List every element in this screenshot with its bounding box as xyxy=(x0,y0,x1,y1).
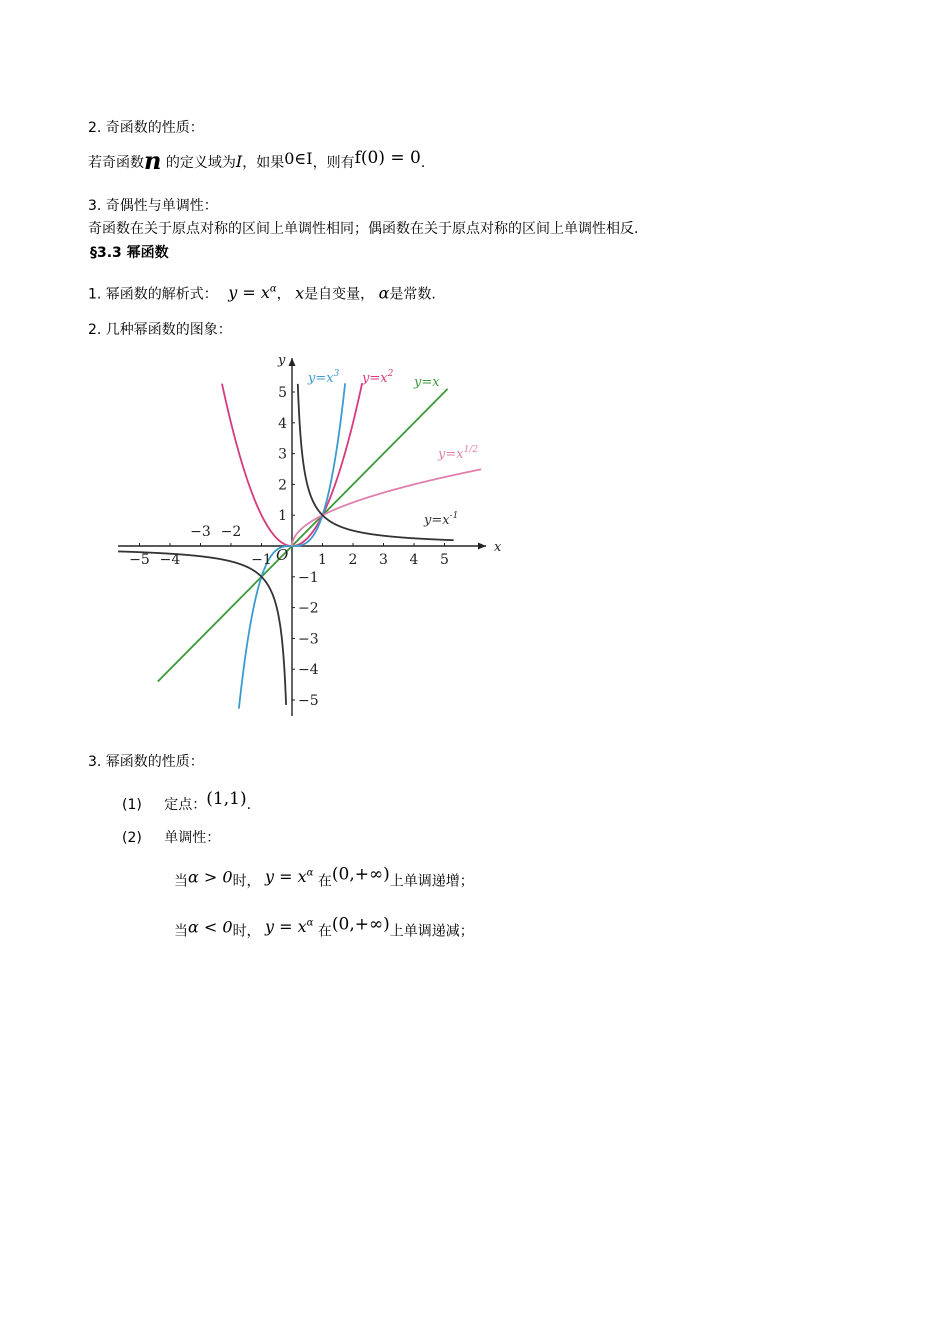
y-tick-label: −4 xyxy=(298,662,319,679)
inc-interval: (0,+∞) xyxy=(331,864,390,885)
y-axis-label: y xyxy=(278,353,286,368)
series-label-exponent: -1 xyxy=(449,511,459,521)
fixed-point-value: (1,1) xyxy=(206,789,247,809)
parity-mono-title: 3. 奇偶性与单调性： xyxy=(88,198,218,214)
x-axis-label: x xyxy=(494,540,502,555)
power-heading: §3.3 幂函数 xyxy=(90,245,169,261)
dec-in: 在 xyxy=(317,923,332,940)
curve-sqrt xyxy=(292,469,481,546)
increasing-rule xyxy=(174,864,474,891)
odd-prop-mid3: ，则有 xyxy=(312,155,355,171)
power-def-mid: 是自变量， xyxy=(304,286,375,303)
dec-formula xyxy=(265,917,313,936)
y-tick-label: 2 xyxy=(278,477,287,494)
item2-number: (2) xyxy=(122,830,142,846)
series-label-exponent: 2 xyxy=(387,369,394,379)
inc-formula xyxy=(265,867,313,886)
x-tick-label: −5 xyxy=(129,552,150,568)
series-label-sqrt xyxy=(437,445,478,462)
x-tick-label: −3 xyxy=(190,524,211,540)
power-def-end: 是常数. xyxy=(389,286,436,303)
item1-end: . xyxy=(246,797,252,813)
series-label-x2 xyxy=(361,369,394,386)
parity-mono-text: 奇函数在关于原点对称的区间上单调性相同；偶函数在关于原点对称的区间上单调性相反. xyxy=(88,221,639,237)
series-label-base: y=x xyxy=(414,375,440,390)
series-label-exponent: 1/2 xyxy=(463,445,479,455)
inc-pre: 当 xyxy=(174,873,188,890)
item2-label: 单调性： xyxy=(164,830,221,846)
inc-condition: α > 0 xyxy=(188,867,233,887)
fixed-point-item xyxy=(122,789,251,815)
x-tick-label: 2 xyxy=(348,552,358,568)
power-def-sep: ， xyxy=(276,286,291,303)
x-tick-label: 3 xyxy=(379,552,388,568)
series-label-x xyxy=(413,375,440,390)
odd-prop-statement xyxy=(88,148,425,173)
x-tick-label: 5 xyxy=(440,552,449,568)
series-label-base: y=x xyxy=(308,371,334,386)
dec-formula-exp: α xyxy=(306,918,314,929)
y-tick-label: −3 xyxy=(298,631,319,648)
x-axis-arrow xyxy=(478,543,486,550)
y-tick-label: 4 xyxy=(278,415,287,432)
inc-mid: 时， xyxy=(232,873,261,890)
inc-formula-exp: α xyxy=(306,868,314,879)
props-title: 3. 幂函数的性质： xyxy=(88,754,204,770)
series-label-inv xyxy=(423,511,458,528)
dec-interval: (0,+∞) xyxy=(331,914,390,935)
y-tick-label: −1 xyxy=(298,569,319,586)
x-tick-label: −2 xyxy=(220,524,242,540)
x-tick-label: −4 xyxy=(159,552,181,568)
y-tick-label: 3 xyxy=(278,446,287,463)
y-tick-label: −2 xyxy=(298,600,319,617)
power-def-formula-exp: α xyxy=(269,284,277,295)
x-tick-label: 1 xyxy=(318,552,327,568)
odd-prop-condition: 0∈I xyxy=(284,149,313,168)
domain-symbol: I xyxy=(235,152,243,171)
power-function-graph xyxy=(112,348,506,720)
monotonicity-item xyxy=(122,828,220,848)
power-def-formula-base: y = x xyxy=(228,283,270,303)
odd-prop-end: . xyxy=(420,155,426,171)
dec-formula-base: y = x xyxy=(265,917,307,937)
x-variable: x xyxy=(295,283,305,303)
inc-formula-base: y = x xyxy=(265,867,307,887)
curve-inv xyxy=(118,551,286,705)
odd-prop-title: 2. 奇函数的性质： xyxy=(88,120,204,136)
odd-prop-mid2: ，如果 xyxy=(242,155,285,171)
y-tick-label: 1 xyxy=(278,508,287,525)
odd-prop-result: f(0) = 0 xyxy=(354,148,421,168)
n-glyph-icon: n xyxy=(144,146,162,175)
series-label-base: y=x xyxy=(424,513,450,528)
odd-prop-mid1: 的定义域为 xyxy=(165,155,236,171)
item1-number: (1) xyxy=(122,797,142,813)
odd-prop-pre: 若奇函数 xyxy=(88,155,144,171)
item1-label: 定点： xyxy=(164,797,207,813)
series-label-base: y=x xyxy=(438,447,464,462)
inc-end: 上单调递增； xyxy=(389,873,474,890)
power-def-pre: 1. 幂函数的解析式： xyxy=(88,286,218,303)
x-tick-label: −1 xyxy=(251,552,272,568)
y-tick-label: −5 xyxy=(298,693,319,709)
dec-end: 上单调递减； xyxy=(389,923,474,940)
y-axis-arrow xyxy=(289,358,296,366)
series-label-base: y=x xyxy=(362,371,388,386)
power-definition xyxy=(88,280,436,304)
origin-label: O xyxy=(276,546,289,564)
dec-pre: 当 xyxy=(174,923,188,940)
x-tick-label: 4 xyxy=(409,552,419,568)
power-def-formula xyxy=(228,283,276,302)
dec-condition: α < 0 xyxy=(188,917,233,937)
decreasing-rule xyxy=(174,914,474,941)
y-tick-label: 5 xyxy=(278,385,287,401)
series-label-exponent: 3 xyxy=(333,369,340,379)
series-label-x3 xyxy=(307,369,340,386)
alpha-symbol: α xyxy=(378,283,390,303)
dec-mid: 时， xyxy=(232,923,261,940)
graphs-title: 2. 几种幂函数的图象： xyxy=(88,322,232,338)
inc-in: 在 xyxy=(317,873,332,890)
